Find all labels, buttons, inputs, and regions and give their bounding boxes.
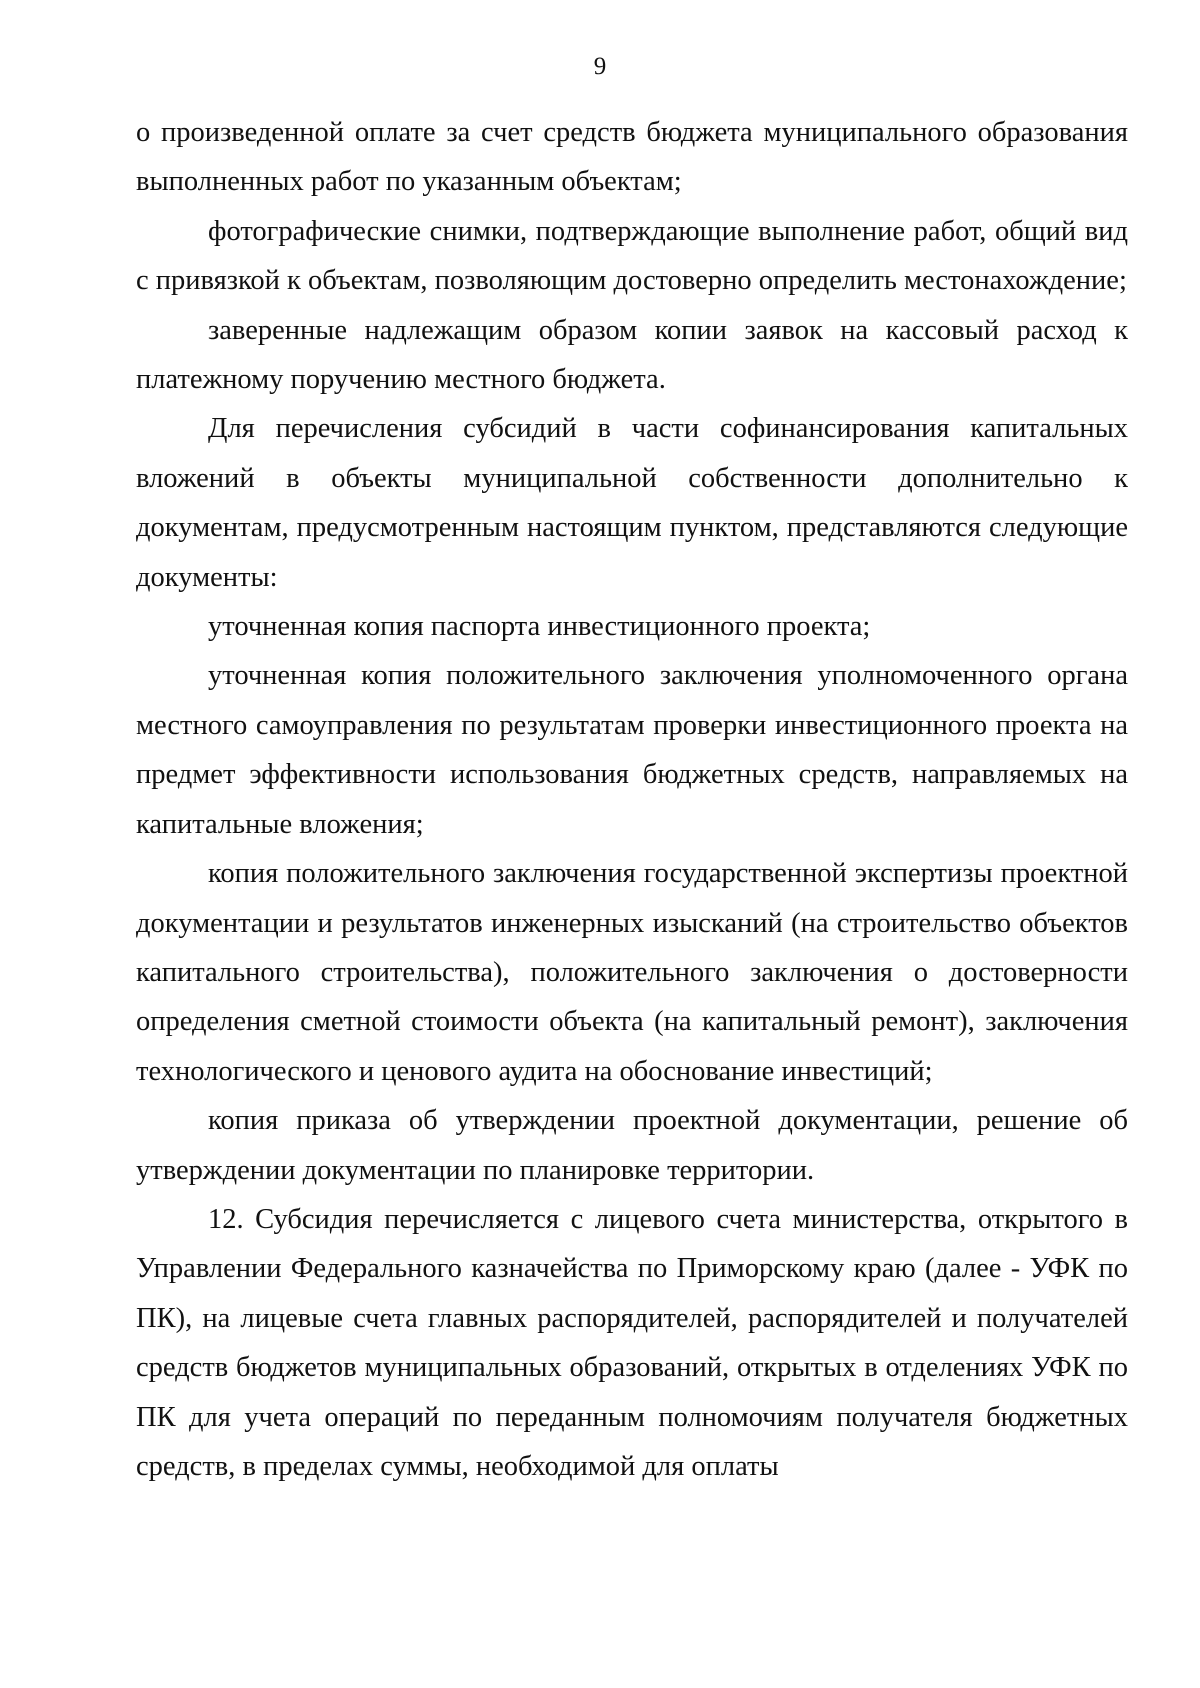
paragraph: 12. Субсидия перечисляется с лицевого счета министерства, открытого в Управлении Федерального казначейства по Приморскому краю (далее - УФК по ПК), на лицевые счета главных распорядителей, распорядителей и получателей средств бюджетов муниципальных образований, открытых в отделениях УФК по ПК для учета операций по переданным полномочиям получателя бюджетных средств, в пределах суммы, необходимой для оплаты	[136, 1203, 1128, 1482]
paragraph: о произведенной оплате за счет средств бюджета муниципального образования выполненных работ по указанным объектам;	[136, 117, 1128, 198]
document-body	[136, 108, 1128, 1491]
paragraph: уточненная копия положительного заключения уполномоченного органа местного самоуправления по результатам проверки инвестиционного проекта на предмет эффективности использования бюджетных средств, направляемых на капитальные вложения;	[136, 660, 1128, 840]
page-number: 9	[593, 53, 607, 80]
paragraph: копия положительного заключения государственной экспертизы проектной документации и результатов инженерных изысканий (на строительство объектов капитального строительства), положительного заключения о достоверности определения сметной стоимости объекта (на капитальный ремонт), заключения технологического и ценового аудита на обоснование инвестиций;	[136, 858, 1128, 1087]
paragraph: заверенные надлежащим образом копии заявок на кассовый расход к платежному поручению местного бюджета.	[136, 314, 1128, 396]
paragraph: уточненная копия паспорта инвестиционного проекта;	[208, 611, 871, 643]
paragraph: копия приказа об утверждении проектной документации, решение об утверждении документации по планировке территории.	[136, 1105, 1128, 1186]
paragraph: фотографические снимки, подтверждающие выполнение работ, общий вид с привязкой к объектам, позволяющим достоверно определить местонахождение;	[136, 215, 1128, 297]
paragraph: Для перечисления субсидий в части софинансирования капитальных вложений в объекты муниципальной собственности дополнительно к документам, предусмотренным настоящим пунктом, представляются следующие документы:	[136, 413, 1128, 593]
